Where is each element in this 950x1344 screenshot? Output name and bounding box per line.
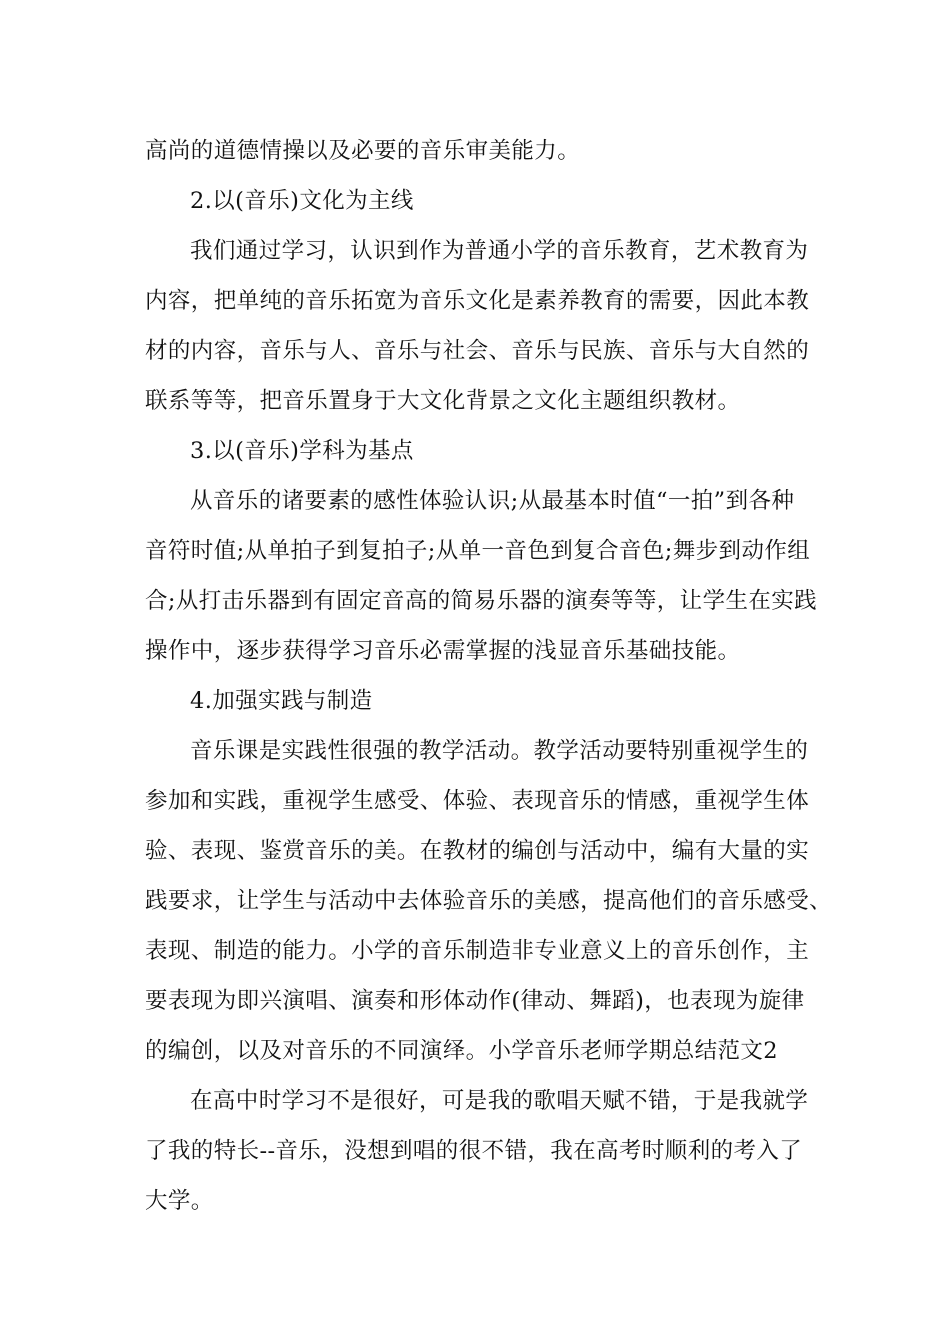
paragraph-line: 高尚的道德情操以及必要的音乐审美能力。 [145,138,581,164]
paragraph-line: 在高中时学习不是很好，可是我的歌唱天赋不错，于是我就学 [190,1088,809,1114]
paragraph-line: 大学。 [145,1188,214,1214]
paragraph-line: 验、表现、鉴赏音乐的美。在教材的编创与活动中，编有大量的实 [145,838,810,864]
paragraph-line: 了我的特长--音乐，没想到唱的很不错，我在高考时顺利的考入了 [145,1138,803,1164]
section-heading: 3.以(音乐)学科为基点 [190,438,414,464]
paragraph-line: 从音乐的诸要素的感性体验认识;从最基本时值“一拍”到各种 [190,488,795,514]
paragraph-line: 操作中，逐步获得学习音乐必需掌握的浅显音乐基础技能。 [145,638,741,664]
paragraph-line: 我们通过学习，认识到作为普通小学的音乐教育，艺术教育为 [190,238,809,264]
paragraph-line: 合;从打击乐器到有固定音高的简易乐器的演奏等等，让学生在实践 [145,588,818,614]
paragraph-line: 践要求，让学生与活动中去体验音乐的美感，提高他们的音乐感受、 [145,888,833,914]
paragraph-line: 内容，把单纯的音乐拓宽为音乐文化是素养教育的需要，因此本教 [145,288,810,314]
paragraph-line: 材的内容，音乐与人、音乐与社会、音乐与民族、音乐与大自然的 [145,338,810,364]
paragraph-line: 音符时值;从单拍子到复拍子;从单一音色到复合音色;舞步到动作组 [145,538,811,564]
paragraph-line: 要表现为即兴演唱、演奏和形体动作(律动、舞蹈)，也表现为旋律 [145,988,805,1014]
paragraph-line: 表现、制造的能力。小学的音乐制造非专业意义上的音乐创作，主 [145,938,810,964]
section-heading: 2.以(音乐)文化为主线 [190,188,414,214]
paragraph-line: 音乐课是实践性很强的教学活动。教学活动要特别重视学生的 [190,738,809,764]
paragraph-line: 的编创，以及对音乐的不同演绎。小学音乐老师学期总结范文2 [145,1038,779,1064]
paragraph-line: 联系等等，把音乐置身于大文化背景之文化主题组织教材。 [145,388,741,414]
section-heading: 4.加强实践与制造 [190,688,373,714]
paragraph-line: 参加和实践，重视学生感受、体验、表现音乐的情感，重视学生体 [145,788,810,814]
